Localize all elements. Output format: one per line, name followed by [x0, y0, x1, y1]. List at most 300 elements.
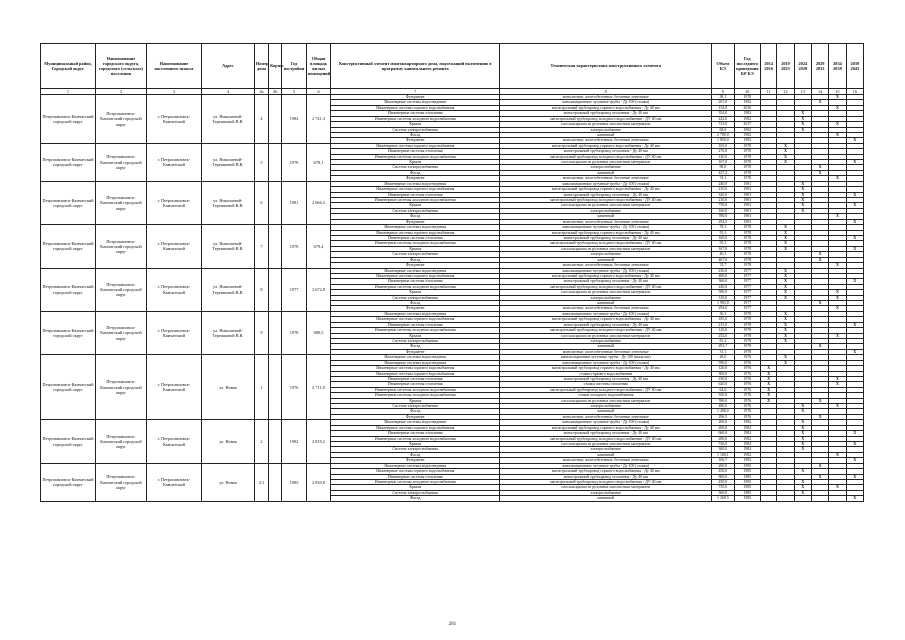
house-number-cell: 6: [254, 181, 268, 224]
period-mark-cell: X: [777, 149, 794, 154]
element-cell: Инженерные системы холодного водоснабжения: [331, 393, 500, 398]
building-cell: [269, 225, 282, 268]
period-mark-cell: X: [829, 452, 846, 457]
period-mark-cell: X: [829, 176, 846, 181]
element-cell: Инженерные системы горячего водоснабжения: [331, 371, 500, 376]
volume-cell: 400,0: [712, 273, 734, 278]
last-repair-year-cell: 1978: [734, 170, 760, 175]
volume-cell: 267,0: [712, 100, 734, 105]
characteristic-cell: канализационные чугунные трубы - Ду 100 (стояки): [500, 463, 712, 468]
last-repair-year-cell: 1981: [734, 219, 760, 224]
volume-cell: 31,1: [712, 349, 734, 354]
period-mark-cell: X: [829, 263, 846, 268]
characteristic-cell: электроснабжение: [500, 490, 712, 495]
period-mark-cell: X: [777, 295, 794, 300]
period-mark-cell: X: [846, 458, 863, 463]
last-repair-year-cell: 1982: [734, 132, 760, 137]
characteristic-cell: каменный: [500, 214, 712, 219]
last-repair-year-cell: 1977: [734, 279, 760, 284]
element-cell: Фасад: [331, 257, 500, 262]
element-cell: Инженерные системы отопления: [331, 431, 500, 436]
characteristic-cell: каменный: [500, 132, 712, 137]
period-mark-cell: X: [794, 436, 811, 441]
period-mark-cell: [829, 496, 846, 501]
last-repair-year-cell: 1978: [734, 154, 760, 159]
period-mark-cell: X: [761, 366, 777, 371]
element-cell: Крыша: [331, 160, 500, 165]
element-cell: Система электроснабжения: [331, 208, 500, 213]
last-repair-year-cell: 1978: [734, 257, 760, 262]
element-cell: Инженерные системы холодного водоснабжения: [331, 116, 500, 121]
locality-cell: г. Петропавловск-Камчатский: [146, 311, 201, 354]
characteristic-cell: каменный: [500, 257, 712, 262]
last-repair-year-cell: 1985: [734, 479, 760, 484]
characteristic-cell: магистральный трубопровод горячего водоснабжения - Ду 40 мм: [500, 105, 712, 110]
volume-cell: 64,0: [712, 387, 734, 392]
period-mark-cell: X: [811, 100, 828, 105]
element-cell: Крыша: [331, 203, 500, 208]
building-cell: [269, 355, 282, 420]
volume-cell: 590,0: [712, 360, 734, 365]
characteristic-cell: электроснабжение: [500, 295, 712, 300]
period-mark-cell: X: [777, 154, 794, 159]
characteristic-cell: магистральный трубопровод горячего водоснабжения - Ду 40 мм: [500, 143, 712, 148]
period-mark-cell: X: [761, 376, 777, 381]
characteristic-cell: каменный: [500, 344, 712, 349]
characteristic-cell: электроснабжение: [500, 404, 712, 409]
period-mark-cell: X: [829, 290, 846, 295]
period-mark-cell: X: [794, 192, 811, 197]
column-header: Номер дома: [254, 44, 268, 89]
last-repair-year-cell: 1982: [734, 447, 760, 452]
characteristic-cell: монолитные, железобетонные, бетонные ленточные: [500, 138, 712, 143]
last-repair-year-cell: 1982: [734, 420, 760, 425]
characteristic-cell: монолитные, железобетонные, бетонные ленточные: [500, 219, 712, 224]
characteristic-cell: магистральный трубопровод горячего водоснабжения - Ду 40 мм: [500, 469, 712, 474]
volume-cell: 276,0: [712, 149, 734, 154]
characteristic-cell: плоская крыша из рулонных или мастики материалов: [500, 398, 712, 403]
element-cell: Инженерные системы водоотведения: [331, 463, 500, 468]
element-cell: Система электроснабжения: [331, 165, 500, 170]
volume-cell: 120,0: [712, 328, 734, 333]
last-repair-year-cell: 1981: [734, 203, 760, 208]
last-repair-year-cell: 1978: [734, 311, 760, 316]
element-cell: Инженерные системы горячего водоснабжения: [331, 425, 500, 430]
year-built-cell: 1978: [282, 143, 306, 181]
column-header: Корпус: [269, 44, 282, 89]
volume-cell: 200,0: [712, 425, 734, 430]
period-mark-cell: [794, 496, 811, 501]
element-cell: Фундамент: [331, 306, 500, 311]
volume-cell: 78,3: [712, 225, 734, 230]
table-body: [41, 89, 864, 502]
period-mark-cell: X: [811, 398, 828, 403]
period-mark-cell: X: [846, 192, 863, 197]
period-mark-cell: X: [794, 490, 811, 495]
period-mark-cell: X: [794, 187, 811, 192]
last-repair-year-cell: 1978: [734, 95, 760, 100]
last-repair-year-cell: 1976: [734, 414, 760, 419]
column-header: 2019 2023: [777, 44, 794, 89]
district-cell: Петропавловск-Камчатский городской округ: [41, 420, 96, 463]
capital-repair-table: [40, 43, 864, 502]
column-number: 4а: [254, 89, 268, 95]
period-mark-cell: X: [794, 111, 811, 116]
period-mark-cell: X: [777, 355, 794, 360]
volume-cell: 292,7: [712, 344, 734, 349]
element-cell: Фундамент: [331, 138, 500, 143]
volume-cell: 427,2: [712, 170, 734, 175]
last-repair-year-cell: 1985: [734, 485, 760, 490]
period-mark-cell: [761, 496, 777, 501]
last-repair-year-cell: 1978: [734, 344, 760, 349]
last-repair-year-cell: 1982: [734, 442, 760, 447]
period-mark-cell: X: [761, 387, 777, 392]
last-repair-year-cell: 1978: [734, 241, 760, 246]
characteristic-cell: плоская крыша из рулонных или мастики материалов: [500, 246, 712, 251]
period-mark-cell: [811, 496, 828, 501]
element-cell: Инженерные системы горячего водоснабжения: [331, 143, 500, 148]
element-cell: Инженерные системы отопления: [331, 149, 500, 154]
element-cell: Инженерные системы горячего водоснабжения: [331, 187, 500, 192]
column-header: 2034 2038: [829, 44, 846, 89]
column-header: Техническая характеристика конструктивного элемента: [500, 44, 712, 89]
year-built-cell: 1985: [282, 463, 306, 501]
column-number: 11: [761, 89, 777, 95]
last-repair-year-cell: 1976: [734, 398, 760, 403]
characteristic-cell: магистральный трубопровод холодного водоснабжения - ДУ 40 мм: [500, 198, 712, 203]
period-mark-cell: X: [794, 479, 811, 484]
volume-cell: 296,5: [712, 414, 734, 419]
element-cell: Фасад: [331, 214, 500, 219]
period-mark-cell: X: [846, 431, 863, 436]
period-mark-cell: X: [829, 95, 846, 100]
element-cell: Инженерные системы горячего водоснабжения: [331, 469, 500, 474]
last-repair-year-cell: 1976: [734, 409, 760, 414]
volume-cell: 154,0: [712, 105, 734, 110]
volume-cell: 354,0: [712, 111, 734, 116]
period-mark-cell: X: [829, 105, 846, 110]
element-cell: Инженерные системы отопления: [331, 279, 500, 284]
last-repair-year-cell: 1985: [734, 463, 760, 468]
last-repair-year-cell: 1982: [734, 425, 760, 430]
characteristic-cell: магистральный трубопровод холодного водоснабжения - ДУ 40 мм: [500, 436, 712, 441]
volume-cell: 81,2: [712, 338, 734, 343]
period-mark-cell: X: [794, 198, 811, 203]
last-repair-year-cell: 1982: [734, 127, 760, 132]
characteristic-cell: монолитные, железобетонные, бетонные ленточные: [500, 306, 712, 311]
last-repair-year-cell: 1978: [734, 328, 760, 333]
characteristic-cell: электроснабжение: [500, 127, 712, 132]
volume-cell: 294,5: [712, 219, 734, 224]
last-repair-year-cell: 1978: [734, 230, 760, 235]
area-cell: 2 819,2: [306, 420, 330, 463]
address-cell: ул. Николаевой-Терешковой В.В.: [201, 95, 254, 144]
volume-cell: 260,0: [712, 463, 734, 468]
last-repair-year-cell: 1976: [734, 393, 760, 398]
district-cell: Петропавловск-Камчатский городской округ: [41, 311, 96, 354]
last-repair-year-cell: 1977: [734, 295, 760, 300]
element-cell: Крыша: [331, 122, 500, 127]
table-header: [41, 44, 864, 89]
last-repair-year-cell: 1982: [734, 116, 760, 121]
last-repair-year-cell: 1978: [734, 338, 760, 343]
characteristic-cell: плоская крыша из рулонных или мастики материалов: [500, 442, 712, 447]
period-mark-cell: X: [794, 116, 811, 121]
characteristic-cell: стояки горячего водоснабжения: [500, 371, 712, 376]
period-mark-cell: X: [761, 382, 777, 387]
last-repair-year-cell: 1978: [734, 263, 760, 268]
column-number: 3: [146, 89, 201, 95]
characteristic-cell: плоская крыша из рулонных или мастики материалов: [500, 333, 712, 338]
period-mark-cell: X: [777, 290, 794, 295]
period-mark-cell: X: [777, 143, 794, 148]
volume-cell: 74,1: [712, 176, 734, 181]
period-mark-cell: X: [794, 469, 811, 474]
period-mark-cell: X: [846, 279, 863, 284]
house-number-cell: 1: [254, 355, 268, 420]
last-repair-year-cell: 1976: [734, 387, 760, 392]
house-number-cell: 7: [254, 225, 268, 268]
element-cell: Крыша: [331, 333, 500, 338]
column-number: 2: [96, 89, 147, 95]
period-mark-cell: X: [777, 322, 794, 327]
column-header: Наименование населенного пункта: [146, 44, 201, 89]
volume-cell: 120,0: [712, 154, 734, 159]
column-header: 2014 2016: [761, 44, 777, 89]
period-mark-cell: X: [794, 447, 811, 452]
last-repair-year-cell: 1976: [734, 382, 760, 387]
characteristic-cell: магистральный трубопровод отопления - Ду 40 мм: [500, 111, 712, 116]
volume-cell: 230,0: [712, 376, 734, 381]
volume-cell: 310,0: [712, 295, 734, 300]
characteristic-cell: магистральный трубопровод холодного водоснабжения - ДУ 40 мм: [500, 154, 712, 159]
last-repair-year-cell: 1978: [734, 235, 760, 240]
period-mark-cell: X: [761, 371, 777, 376]
element-cell: Фасад: [331, 409, 500, 414]
last-repair-year-cell: 1978: [734, 333, 760, 338]
volume-cell: 160,0: [712, 208, 734, 213]
characteristic-cell: стояки системы отопления: [500, 382, 712, 387]
element-cell: Система электроснабжения: [331, 404, 500, 409]
volume-cell: 120,0: [712, 366, 734, 371]
element-cell: Инженерные системы отопления: [331, 474, 500, 479]
column-header: Объем КЭ: [712, 44, 734, 89]
period-mark-cell: X: [794, 409, 811, 414]
volume-cell: 300,0: [712, 371, 734, 376]
volume-cell: 1 168,1: [712, 452, 734, 457]
volume-cell: 467,0: [712, 257, 734, 262]
element-cell: Система электроснабжения: [331, 338, 500, 343]
period-mark-cell: X: [794, 485, 811, 490]
last-repair-year-cell: 1982: [734, 458, 760, 463]
characteristic-cell: магистральный трубопровод отопления - Ду 40 мм: [500, 235, 712, 240]
last-repair-year-cell: 1985: [734, 469, 760, 474]
last-repair-year-cell: 2010: [734, 105, 760, 110]
locality-cell: г. Петропавловск-Камчатский: [146, 268, 201, 311]
period-mark-cell: X: [846, 474, 863, 479]
column-number: 9: [712, 89, 734, 95]
column-number: 6: [306, 89, 330, 95]
element-cell: Система электроснабжения: [331, 127, 500, 132]
characteristic-cell: магистральный трубопровод холодного водоснабжения - ДУ 40 мм: [500, 116, 712, 121]
element-cell: Система электроснабжения: [331, 252, 500, 257]
period-mark-cell: X: [811, 344, 828, 349]
year-built-cell: 1978: [282, 311, 306, 354]
address-cell: ул. Николаевой-Терешковой В.В.: [201, 225, 254, 268]
last-repair-year-cell: 1977: [734, 301, 760, 306]
element-cell: Фундамент: [331, 263, 500, 268]
building-cell: [269, 181, 282, 224]
settlement-cell: Петропавловск-Камчатский городской округ: [96, 355, 147, 420]
period-mark-cell: X: [761, 393, 777, 398]
period-mark-cell: X: [794, 425, 811, 430]
period-mark-cell: X: [846, 442, 863, 447]
volume-cell: 360,0: [712, 447, 734, 452]
last-repair-year-cell: 1981: [734, 208, 760, 213]
volume-cell: 167,0: [712, 160, 734, 165]
period-mark-cell: X: [777, 328, 794, 333]
characteristic-cell: плоская крыша из рулонных или мастики материалов: [500, 122, 712, 127]
volume-cell: 30,3: [712, 311, 734, 316]
period-mark-cell: X: [846, 219, 863, 224]
area-cell: 679,4: [306, 225, 330, 268]
page-number: 281: [448, 622, 457, 627]
characteristic-cell: канализационные чугунные трубы - Ду 100 (стояки): [500, 225, 712, 230]
district-cell: Петропавловск-Камчатский городской округ: [41, 143, 96, 181]
last-repair-year-cell: 1982: [734, 111, 760, 116]
element-cell: Инженерные системы водоотведения: [331, 355, 500, 360]
period-mark-cell: X: [777, 230, 794, 235]
last-repair-year-cell: 1976: [734, 360, 760, 365]
volume-cell: 74,7: [712, 263, 734, 268]
building-cell: [269, 143, 282, 181]
period-mark-cell: X: [777, 235, 794, 240]
column-number: 16: [846, 89, 863, 95]
area-cell: 2 741,3: [306, 95, 330, 144]
characteristic-cell: плоская крыша из рулонных или мастики материалов: [500, 485, 712, 490]
last-repair-year-cell: 1978: [734, 165, 760, 170]
locality-cell: г. Петропавловск-Камчатский: [146, 420, 201, 463]
house-number-cell: 8: [254, 268, 268, 311]
address-cell: ул. Николаевой-Терешковой В.В.: [201, 268, 254, 311]
characteristic-cell: магистральный трубопровод холодного водоснабжения - ДУ 40 мм: [500, 479, 712, 484]
characteristic-cell: каменный: [500, 409, 712, 414]
element-cell: Система электроснабжения: [331, 490, 500, 495]
characteristic-cell: монолитные, железобетонные, бетонные ленточные: [500, 263, 712, 268]
element-cell: Фасад: [331, 496, 500, 501]
characteristic-cell: канализационные чугунные трубы - Ду 100 (стояки): [500, 311, 712, 316]
column-number: 4: [201, 89, 254, 95]
volume-cell: 590,0: [712, 398, 734, 403]
period-mark-cell: X: [794, 181, 811, 186]
volume-cell: 1 369,5: [712, 496, 734, 501]
column-header: Конструктивный элемент многоквартирного дома, подлежащий включению в программу капитального ремонта: [331, 44, 500, 89]
volume-cell: 1 983,0: [712, 301, 734, 306]
period-mark-cell: X: [846, 160, 863, 165]
element-cell: Фундамент: [331, 414, 500, 419]
characteristic-cell: канализационные чугунные трубы - Ду 100 (стояки): [500, 181, 712, 186]
volume-cell: 240,0: [712, 284, 734, 289]
element-cell: Инженерные системы горячего водоснабжения: [331, 366, 500, 371]
locality-cell: г. Петропавловск-Камчатский: [146, 355, 201, 420]
characteristic-cell: монолитные, железобетонные, бетонные ленточные: [500, 176, 712, 181]
year-built-cell: 1982: [282, 420, 306, 463]
volume-cell: 294,0: [712, 306, 734, 311]
volume-cell: 68,0: [712, 127, 734, 132]
element-cell: Крыша: [331, 246, 500, 251]
volume-cell: 590,0: [712, 290, 734, 295]
column-header: Общая площадь жилых помещений: [306, 44, 330, 89]
characteristic-cell: канализационные чугунные трубы - Ду 100 (стояки): [500, 360, 712, 365]
period-mark-cell: X: [777, 333, 794, 338]
element-cell: Инженерные системы отопления: [331, 192, 500, 197]
settlement-cell: Петропавловск-Камчатский городской округ: [96, 311, 147, 354]
element-cell: Инженерные системы водоотведения: [331, 100, 500, 105]
period-mark-cell: X: [846, 246, 863, 251]
volume-cell: 210,0: [712, 198, 734, 203]
last-repair-year-cell: 1982: [734, 436, 760, 441]
building-cell: [269, 463, 282, 501]
volume-cell: 185,0: [712, 317, 734, 322]
characteristic-cell: канализационные чугунные трубы - Ду 100 (выпуски): [500, 355, 712, 360]
volume-cell: 2 780,0: [712, 132, 734, 137]
last-repair-year-cell: 1976: [734, 366, 760, 371]
column-number: 1: [41, 89, 96, 95]
column-number: 4б: [269, 89, 282, 95]
address-cell: ул. Николаевой-Терешковой В.В.: [201, 143, 254, 181]
district-cell: Петропавловск-Камчатский городской округ: [41, 181, 96, 224]
locality-cell: г. Петропавловск-Камчатский: [146, 143, 201, 181]
characteristic-cell: каменный: [500, 170, 712, 175]
period-mark-cell: X: [811, 474, 828, 479]
period-mark-cell: X: [794, 431, 811, 436]
element-cell: Фасад: [331, 452, 500, 457]
characteristic-cell: магистральный трубопровод отопления - Ду 40 мм: [500, 322, 712, 327]
period-mark-cell: X: [777, 284, 794, 289]
characteristic-cell: магистральный трубопровод горячего водоснабжения - Ду 40 мм: [500, 366, 712, 371]
period-mark-cell: X: [811, 301, 828, 306]
volume-cell: 200,0: [712, 436, 734, 441]
last-repair-year-cell: 1981: [734, 192, 760, 197]
characteristic-cell: магистральный трубопровод отопления - Ду 40 мм: [500, 474, 712, 479]
volume-cell: 252,0: [712, 333, 734, 338]
period-mark-cell: X: [794, 122, 811, 127]
last-repair-year-cell: 1976: [734, 376, 760, 381]
column-number: 5: [282, 89, 306, 95]
locality-cell: г. Петропавловск-Камчатский: [146, 95, 201, 144]
period-mark-cell: X: [777, 317, 794, 322]
element-cell: Инженерные системы водоотведения: [331, 268, 500, 273]
characteristic-cell: магистральный трубопровод отопления - Ду 40 мм: [500, 376, 712, 381]
district-cell: Петропавловск-Камчатский городской округ: [41, 355, 96, 420]
year-built-cell: 1977: [282, 268, 306, 311]
characteristic-cell: магистральный трубопровод холодного водоснабжения - ДУ 40 мм: [500, 284, 712, 289]
house-number-cell: 2: [254, 420, 268, 463]
element-cell: Инженерные системы водоотведения: [331, 181, 500, 186]
column-number: 15: [829, 89, 846, 95]
address-cell: ул. Новая: [201, 420, 254, 463]
year-built-cell: 1978: [282, 225, 306, 268]
period-mark-cell: X: [829, 122, 846, 127]
period-mark-cell: X: [777, 246, 794, 251]
column-number: 7: [331, 89, 500, 95]
characteristic-cell: плоская крыша из рулонных или мастики материалов: [500, 203, 712, 208]
element-cell: Инженерные системы водоотведения: [331, 420, 500, 425]
period-mark-cell: X: [794, 404, 811, 409]
element-cell: Фундамент: [331, 95, 500, 100]
period-mark-cell: X: [846, 322, 863, 327]
